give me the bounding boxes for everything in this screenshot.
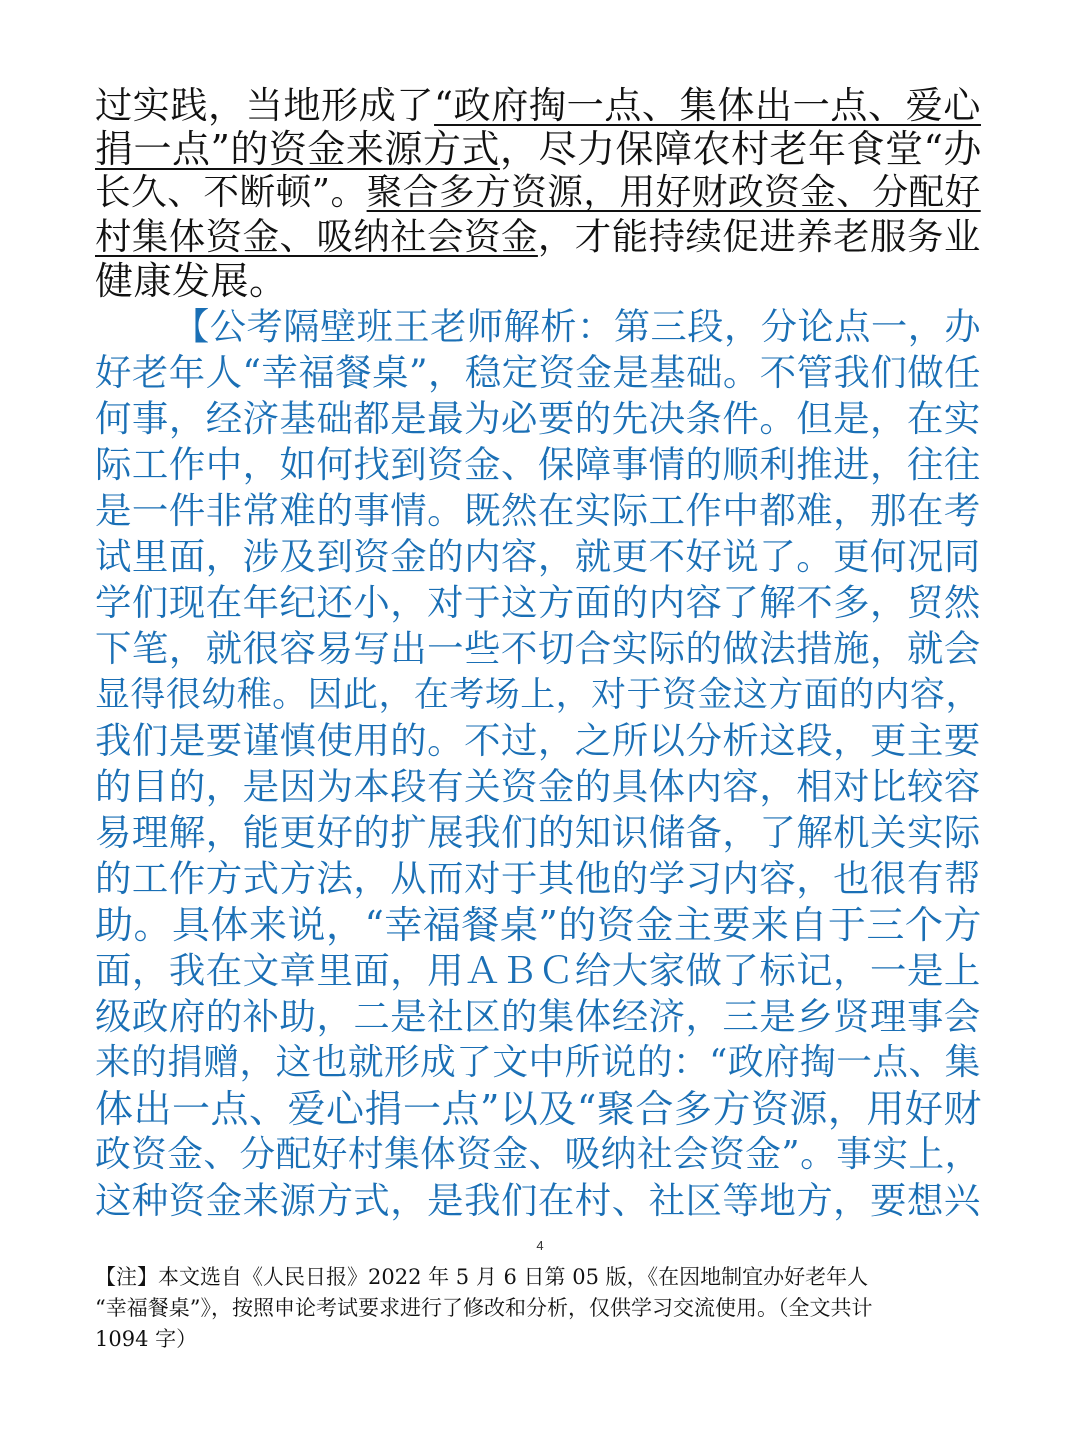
analysis-line: 的目的，是因为本段有关资金的具体内容，相对比较容	[95, 765, 981, 808]
analysis-line: 面，我在文章里面，用ＡＢＣ给大家做了标记，一是上	[95, 949, 981, 992]
analysis-line: 显得很幼稚。因此，在考场上，对于资金这方面的内容，	[95, 675, 981, 715]
body-text: 长久、不断顿”。	[95, 172, 367, 213]
footnote-line-2: “幸福餐桌”》，按照申论考试要求进行了修改和分析，仅供学习交流使用。（全文共计	[95, 1296, 873, 1320]
analysis-line: 政资金、分配好村集体资金、吸纳社会资金”。事实上，	[95, 1134, 981, 1175]
footnote-line-1: 【注】本文选自《人民日报》2022 年 5 月 6 日第 05 版，《在因地制宜办好老年人	[95, 1265, 869, 1289]
underlined-text: 捐一点”的资金来源方式	[95, 127, 500, 171]
analysis-line: 好老年人“幸福餐桌”，稳定资金是基础。不管我们做任	[95, 351, 981, 394]
analysis-line: 体出一点、爱心捐一点”以及“聚合多方资源，用好财	[95, 1087, 982, 1131]
analysis-line: 这种资金来源方式，是我们在村、社区等地方，要想兴	[95, 1179, 981, 1222]
analysis-line: 【公考隔壁班王老师解析：第三段，分论点一，办	[173, 305, 982, 348]
body-text: ，才能持续促进养老服务业	[537, 215, 981, 258]
analysis-line: 易理解，能更好的扩展我们的知识储备，了解机关实际	[95, 811, 981, 854]
body-text: 过实践，当地形成了	[95, 83, 435, 127]
underlined-text: “政府掏一点、集体出一点、爱心	[434, 83, 981, 127]
analysis-line: 下笔，就很容易写出一些不切合实际的做法措施，就会	[95, 627, 981, 670]
body-text: 健康发展。	[95, 259, 288, 303]
analysis-line: 助。具体来说，“幸福餐桌”的资金主要来自于三个方	[95, 903, 982, 947]
analysis-line: 级政府的补助，二是社区的集体经济，三是乡贤理事会	[95, 995, 981, 1038]
underlined-text: 村集体资金、吸纳社会资金	[95, 215, 538, 258]
analysis-line: 的工作方式方法，从而对于其他的学习内容，也很有帮	[95, 857, 981, 900]
underlined-text: 聚合多方资源，用好财政资金、分配好	[366, 172, 981, 213]
analysis-line: 学们现在年纪还小，对于这方面的内容了解不多，贸然	[95, 581, 981, 624]
body-text: ，尽力保障农村老年食堂“办	[499, 127, 982, 171]
analysis-line: 试里面，涉及到资金的内容，就更不好说了。更何况同	[95, 535, 981, 578]
footnote-line-3: 1094 字）	[95, 1327, 198, 1351]
analysis-line: 来的捐赠，这也就形成了文中所说的：“政府掏一点、集	[95, 1042, 981, 1083]
analysis-line: 我们是要谨慎使用的。不过，之所以分析这段，更主要	[95, 719, 981, 762]
page-number: 4	[536, 1238, 544, 1253]
analysis-line: 是一件非常难的事情。既然在实际工作中都难，那在考	[95, 489, 981, 532]
analysis-line: 何事，经济基础都是最为必要的先决条件。但是，在实	[95, 397, 981, 440]
analysis-line: 际工作中，如何找到资金、保障事情的顺利推进，往往	[95, 443, 981, 486]
